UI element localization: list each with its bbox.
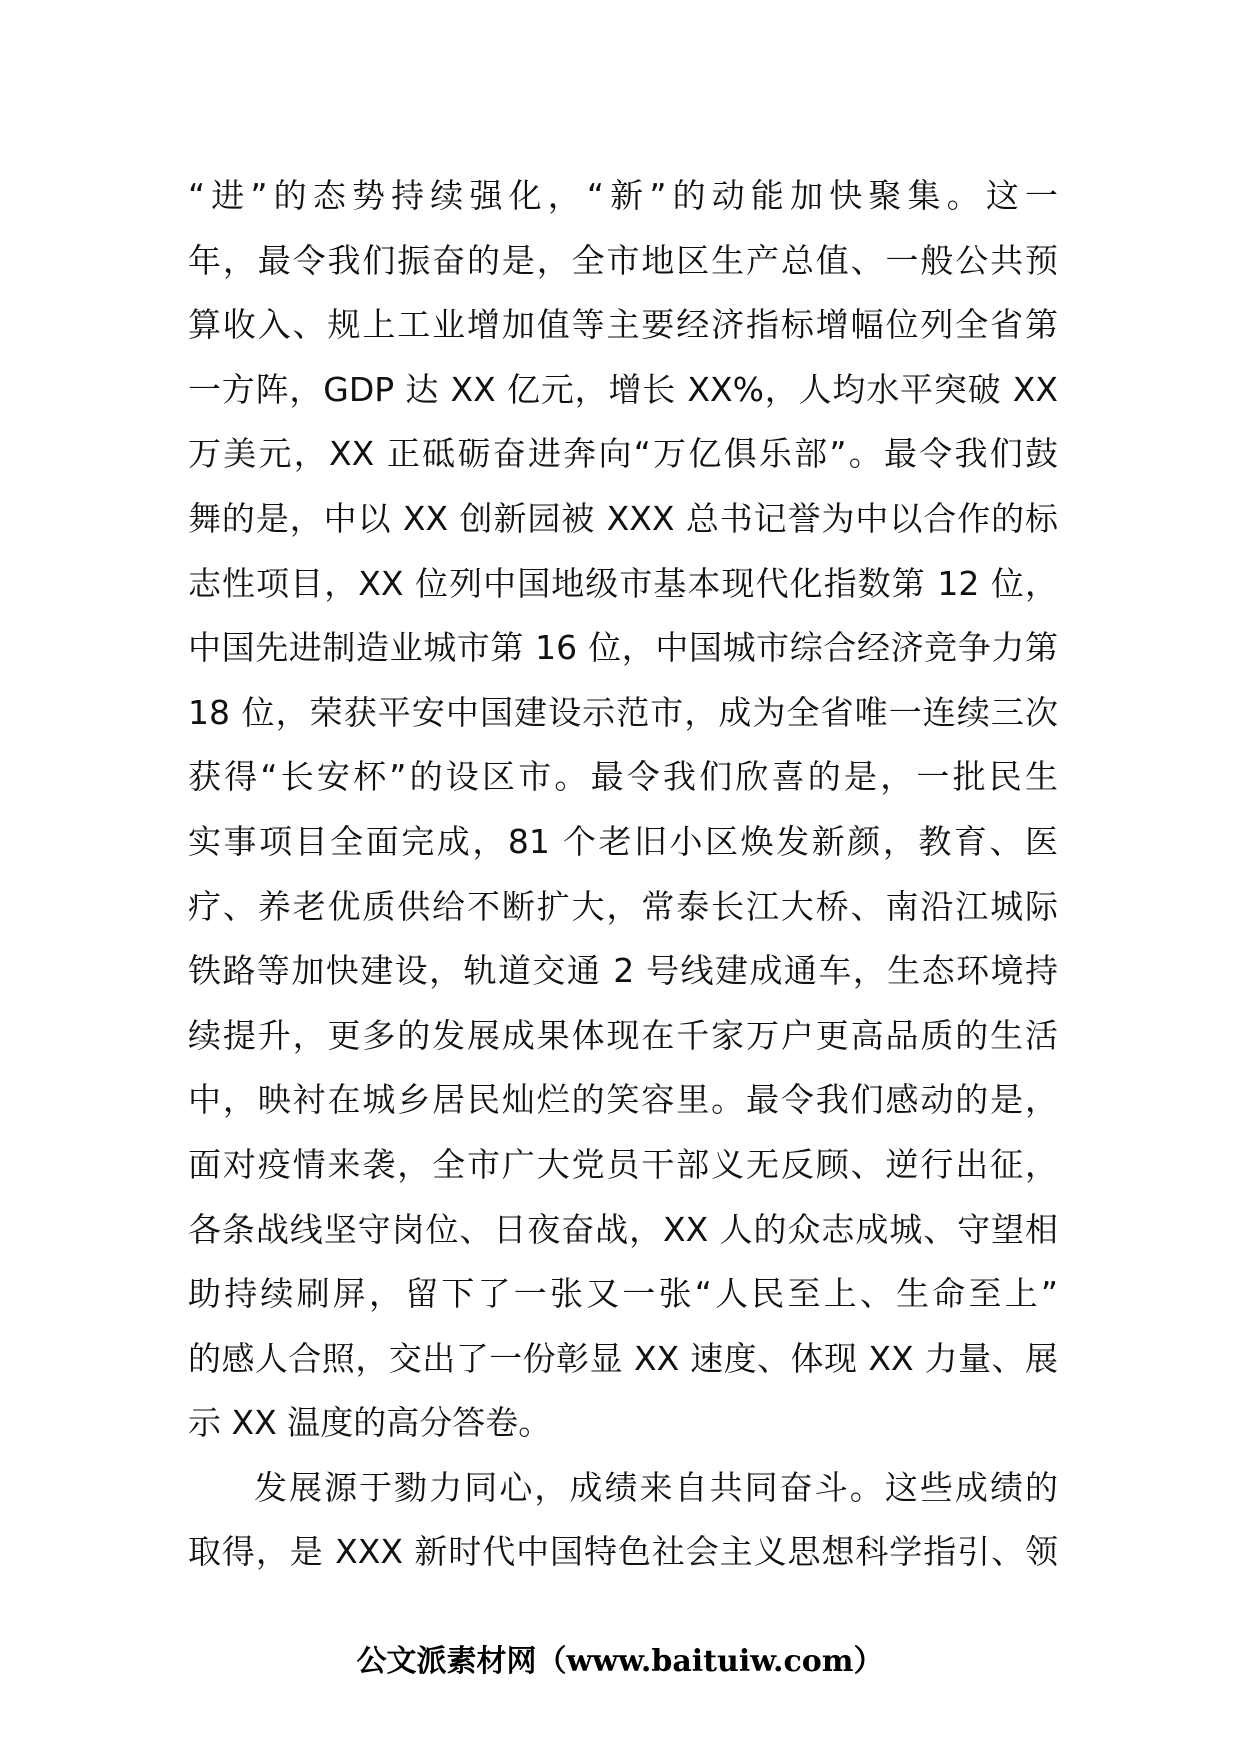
text-line: 中，映衬在城乡居民灿烂的笑容里。最令我们感动的是，	[188, 1080, 1058, 1120]
footer-watermark: 公文派素材网（www.baituiw.com）	[356, 1644, 884, 1679]
text-line: 中国先进制造业城市第 16 位，中国城市综合经济竞争力第	[188, 628, 1058, 668]
text-line: “进”的态势持续强化，“新”的动能加快聚集。这一	[188, 176, 1058, 215]
text-line: 的感人合照，交出了一份彰显 XX 速度、体现 XX 力量、展	[188, 1338, 1058, 1378]
text-line: 万美元，XX 正砥砺奋进奔向“万亿俱乐部”。最令我们鼓	[188, 434, 1058, 474]
text-line: 获得“长安杯”的设区市。最令我们欣喜的是，一批民生	[188, 757, 1058, 797]
text-line: 助持续刷屏，留下了一张又一张“人民至上、生命至上”	[188, 1274, 1058, 1314]
text-line: 疗、养老优质供给不断扩大，常泰长江大桥、南沿江城际	[188, 886, 1058, 926]
text-line: 18 位，荣获平安中国建设示范市，成为全省唯一连续三次	[188, 692, 1058, 732]
text-line: 各条战线坚守岗位、日夜奋战，XX 人的众志成城、守望相	[188, 1209, 1058, 1249]
text-line: 取得，是 XXX 新时代中国特色社会主义思想科学指引、领	[188, 1532, 1058, 1572]
document-body	[188, 164, 1058, 1585]
text-line: 铁路等加快建设，轨道交通 2 号线建成通车，生态环境持	[188, 951, 1058, 991]
text-line: 示 XX 温度的高分答卷。	[188, 1403, 552, 1443]
text-line: 发展源于勠力同心，成绩来自共同奋斗。这些成绩的	[254, 1467, 1058, 1507]
text-line: 舞的是，中以 XX 创新园被 XXX 总书记誉为中以合作的标	[188, 498, 1058, 538]
paragraph-2	[188, 1456, 1058, 1585]
text-line: 年，最令我们振奋的是，全市地区生产总值、一般公共预	[188, 240, 1058, 280]
text-line: 面对疫情来袭，全市广大党员干部义无反顾、逆行出征，	[188, 1144, 1058, 1184]
paragraph-1	[188, 164, 1058, 1456]
text-line: 一方阵，GDP 达 XX 亿元，增长 XX%，人均水平突破 XX	[188, 369, 1058, 409]
text-line: 志性项目，XX 位列中国地级市基本现代化指数第 12 位，	[188, 563, 1058, 603]
text-line: 续提升，更多的发展成果体现在千家万户更高品质的生活	[188, 1015, 1058, 1055]
text-line: 实事项目全面完成，81 个老旧小区焕发新颜，教育、医	[188, 821, 1058, 861]
text-line: 算收入、规上工业增加值等主要经济指标增幅位列全省第	[188, 305, 1058, 345]
